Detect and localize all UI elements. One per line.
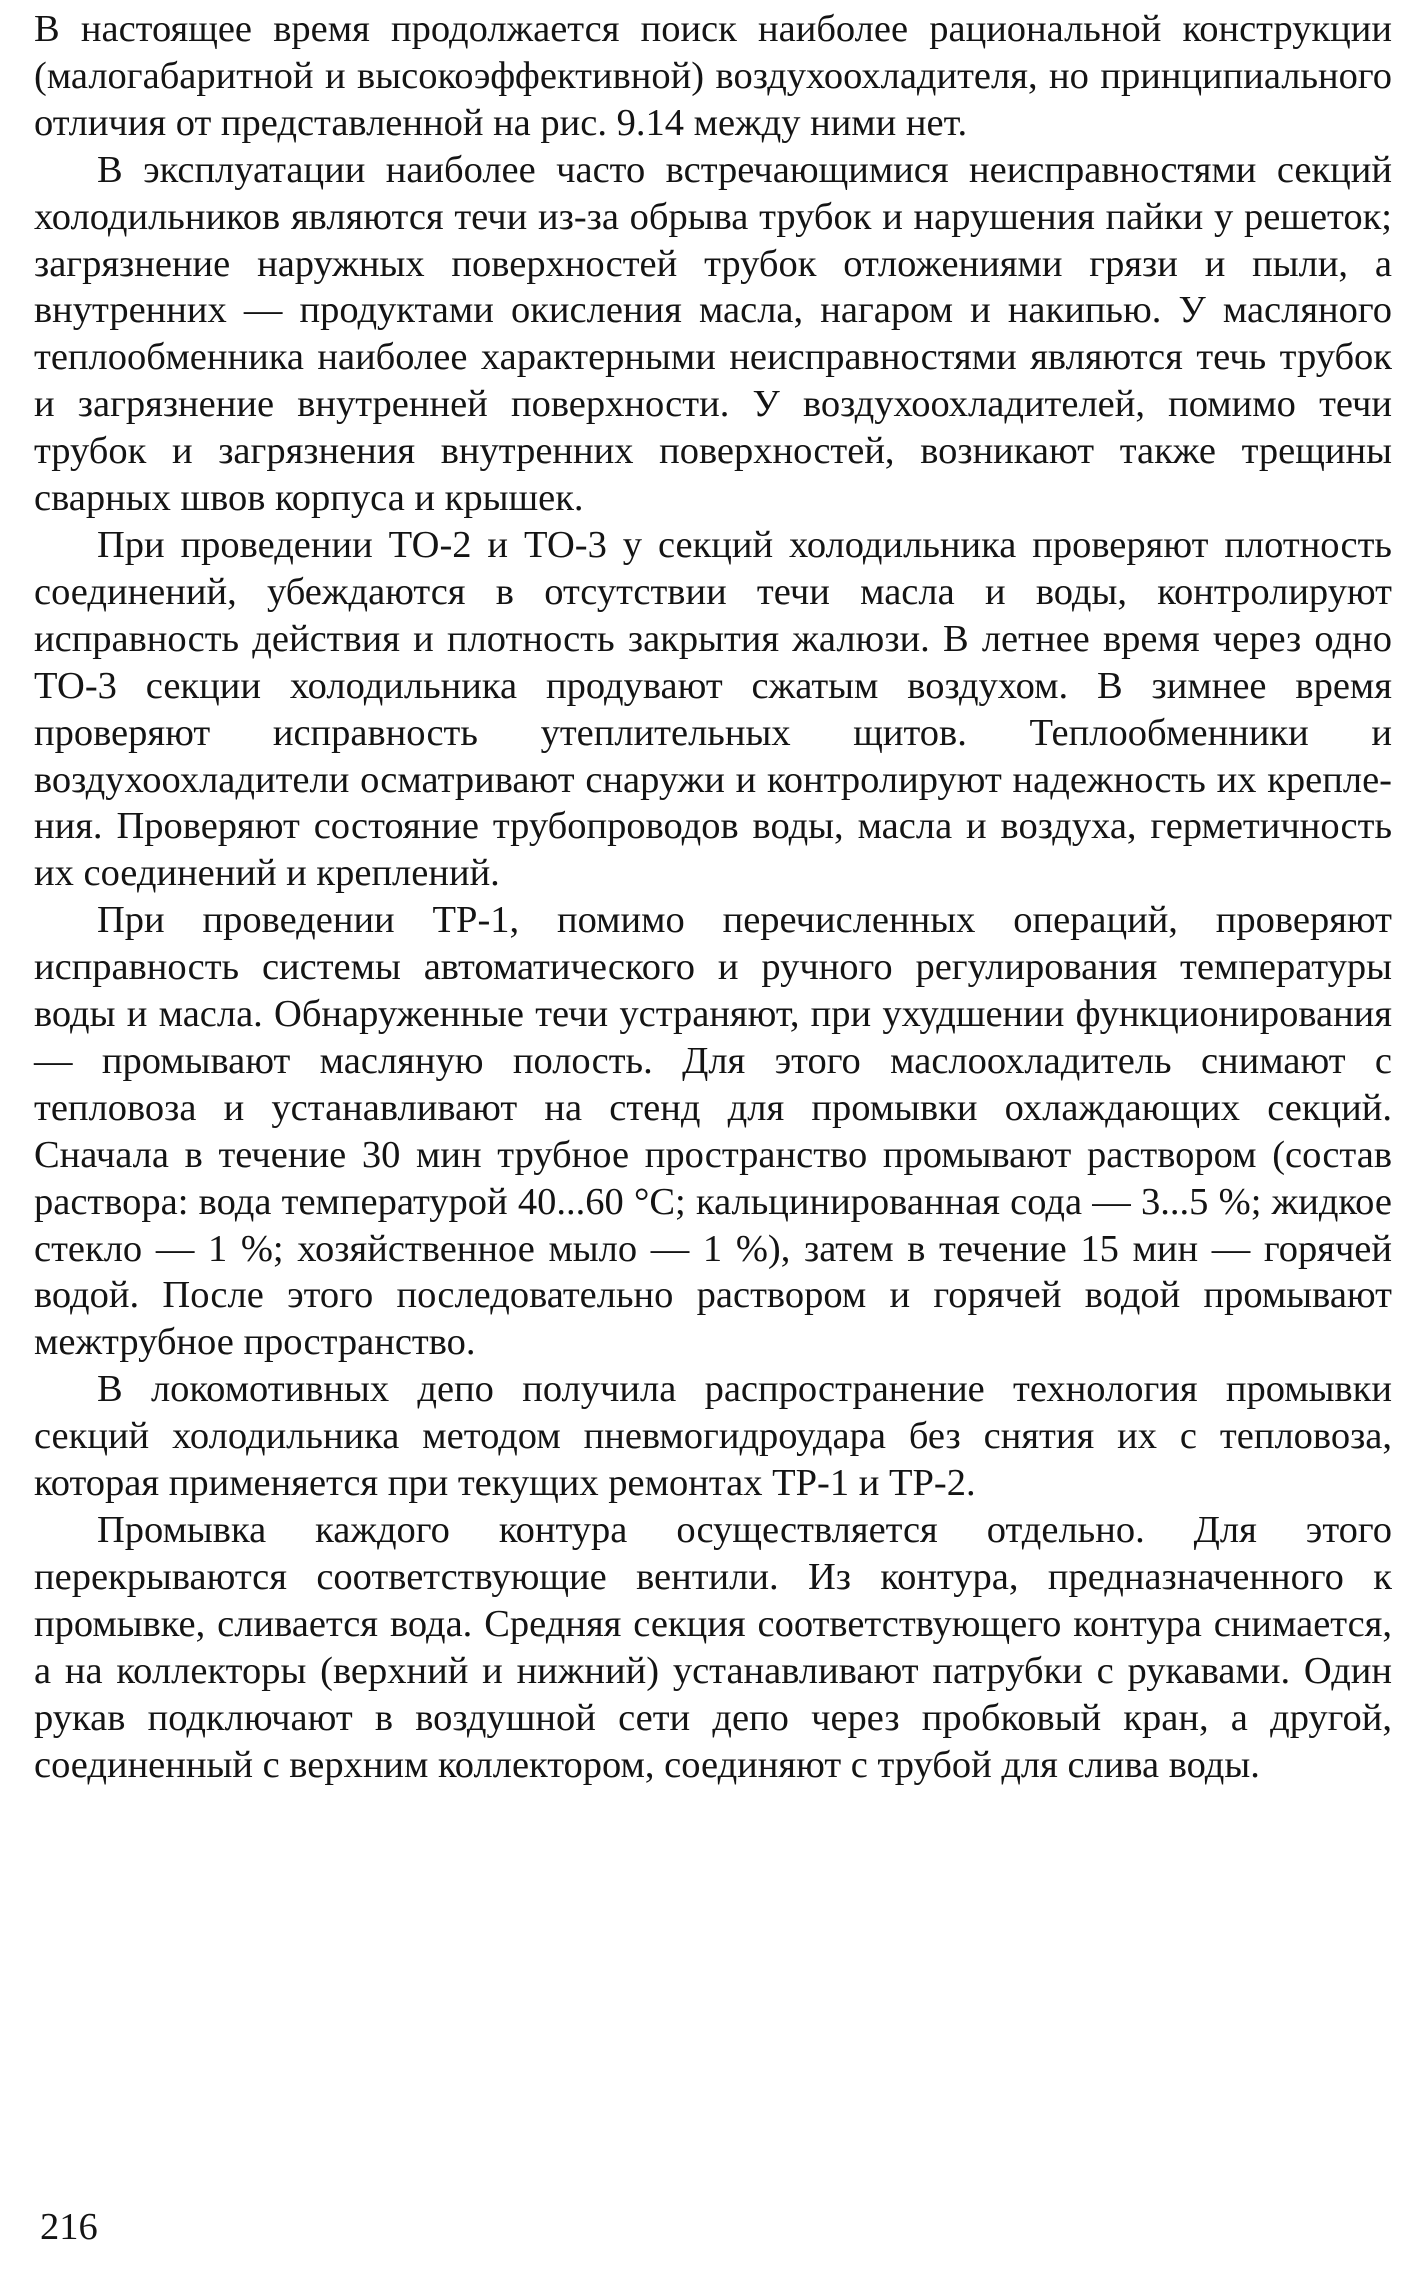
paragraph-5: В локомотивных депо получила распространение технология промывки секций холодильника методом пневмогидроудара без снятия их с тепловоза, которая применяется при текущих ремонтах ТР-1 и ТР-2. (34, 1368, 1392, 1505)
paragraph-2: В эксплуатации наиболее часто встречающимися неисправностями секций холодильников являются течи из-за обрыва трубок и нарушения пайки у решеток; загрязнение наружных поверхностей трубок отложениями грязи и пыли, а внутренних — продуктами окисления масла, нагаром и накипью. У масляного теплообменника наиболее характерными неисправностями являются течь трубок и загрязнение внутренней поверхности. У воздухоохладителей, помимо течи трубок и загрязнения внутренних поверхностей, возникают также трещины сварных швов корпуса и крышек. (34, 148, 1392, 520)
paragraph-1: В настоящее время продолжается поиск наиболее рациональной конструкции (малогабаритной и высокоэффективной) воздухоохладителя, но принципиального отличия от представленной на рис. 9.14 между ними нет. (34, 8, 1392, 144)
page-number: 216 (40, 2206, 98, 2248)
paragraph-3: При проведении ТО-2 и ТО-3 у секций холодильника проверяют плотность соединений, убеждаются в отсутствии течи масла и воды, контролируют исправность действия и плотность закрытия жалюзи. В летнее время через одно ТО-3 секции холодильника продувают сжатым воздухом. В зимнее время проверяют исправность утеплительных щитов. Теплообменники и воздухоохладители осматривают снаружи и контролируют надежность их крепления. Проверяют состояние трубопроводов воды, масла и воздуха, герметичность их соединений и креплений. (34, 523, 1392, 895)
paragraph-6: Промывка каждого контура осуществляется отдельно. Для этого перекрываются соответствующие вентили. Из контура, предназначенного к промывке, сливается вода. Средняя секция соответствующего контура снимается, а на коллекторы (верхний и нижний) устанавливают патрубки с рукавами. Один рукав подключают в воздушной сети депо через пробковый кран, а другой, соединенный с верхним коллектором, соединяют с трубой для слива воды. (34, 1509, 1392, 1786)
paragraph-4: При проведении ТР-1, помимо перечисленных операций, проверяют исправность системы автоматического и ручного регулирования температуры воды и масла. Обнаруженные течи устраняют, при ухудшении функционирования — промывают масляную полость. Для этого маслоохладитель снимают с тепловоза и устанавливают на стенд для промывки охлаждающих секций. Сначала в течение 30 мин трубное пространство промывают раствором (состав раствора: вода температурой 40...60 °С; кальцинированная сода — 3...5 %; жидкое стекло — 1 %; хозяйственное мыло — 1 %), затем в течение 15 мин — горячей водой. После этого последовательно раствором и горячей водой промывают межтрубное пространство. (34, 899, 1392, 1364)
page-text (34, 6, 1392, 1788)
